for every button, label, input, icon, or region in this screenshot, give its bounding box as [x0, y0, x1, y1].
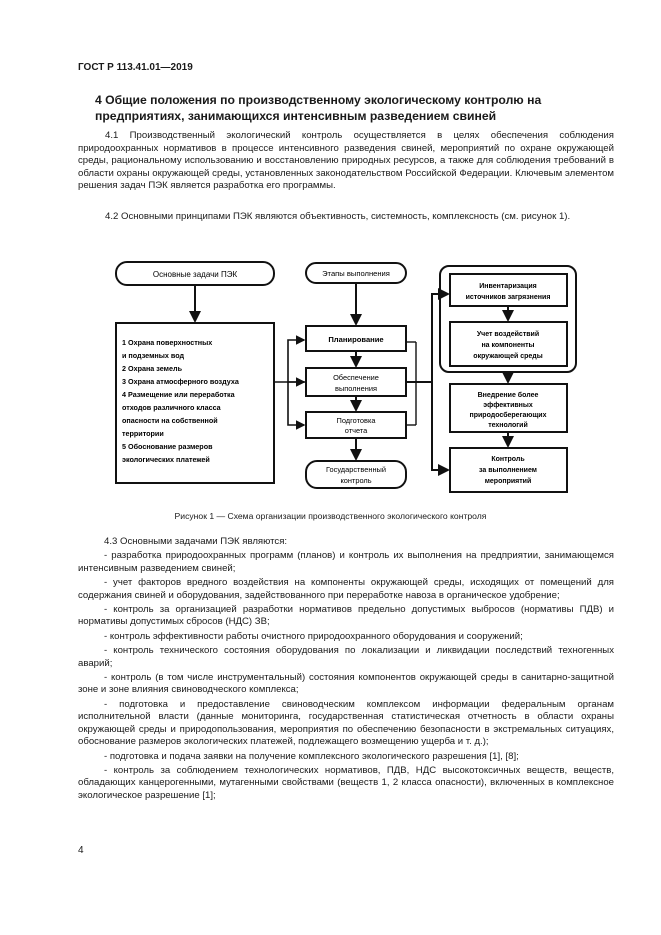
- stage-report-line2: отчета: [344, 426, 368, 435]
- tasks-item: экологических платежей: [122, 455, 210, 464]
- list-item: - контроль за организацией разработки нормативов предельно допустимых выбросов (нормативы ПДВ) и нормативы допустимых сбросов (НДС) ЗВ;: [78, 604, 614, 628]
- list-item: - контроль технического состояния оборудования по локализации и ликвидации последствий техногенных аварий;: [78, 645, 614, 669]
- stages-title-text: Этапы выполнения: [322, 269, 390, 278]
- paragraph-4-1-text: 4.1 Производственный экологический контроль осуществляется в целях обеспечения соблюдения природоохранных нормативов в процессе интенсивного разведения свиней, мероприятий по охране окружающей среды, рациональному использованию и восстановлению природных ресурсов, а также для соблюдения требований в области охраны окружающей среды, установленных законодательством Российской Федерации. Ключевым элементом решения задач ПЭК является разработка его программы.: [78, 130, 614, 191]
- figure-caption: Рисунок 1 — Схема организации производственного экологического контроля: [174, 511, 487, 521]
- list-item: - контроль (в том числе инструментальный) состояния компонентов окружающей среды в санитарно-защитной зоне и зоне влияния свиноводческого комплекса;: [78, 672, 614, 696]
- control-line1: Контроль: [491, 456, 525, 463]
- stage-support-line1: Обеспечение: [333, 373, 379, 382]
- list-item: 4.3 Основными задачами ПЭК являются:: [104, 536, 288, 547]
- impact-line2: на компоненты: [481, 342, 535, 349]
- tasks-item: и подземных вод: [122, 351, 185, 360]
- stage-state-line2: контроль: [340, 476, 372, 485]
- tasks-title-text: Основные задачи ПЭК: [152, 270, 238, 279]
- inventory-line1: Инвентаризация: [479, 283, 537, 290]
- tasks-item: 2 Охрана земель: [122, 364, 182, 373]
- tasks-item: 3 Охрана атмосферного воздуха: [122, 377, 239, 386]
- control-line3: мероприятий: [484, 478, 532, 485]
- page-number: 4: [78, 845, 84, 856]
- paragraph-4-1: [78, 130, 614, 193]
- inventory-box: [450, 274, 567, 306]
- inventory-line2: источников загрязнения: [465, 294, 551, 301]
- impact-line3: окружающей среды: [473, 353, 543, 360]
- stage-state-line1: Государственный: [326, 465, 386, 474]
- tech-line1: Внедрение более: [477, 392, 539, 399]
- control-line2: за выполнением: [479, 467, 537, 474]
- paragraph-4-2: [78, 211, 614, 224]
- list-item: - разработка природоохранных программ (планов) и контроль их выполнения на предприятии, занимающемся интенсивным разведением свиней;: [78, 550, 614, 574]
- stage-planning-text: Планирование: [328, 335, 384, 344]
- list-item: - контроль за соблюдением технологических нормативов, ПДВ, НДС высокотоксичных веществ, веществ, обладающих канцерогенными, мутагенными свойствами (веществ 1, 2 класса опасности), включенных в комплексное экологическое разрешение [1];: [78, 764, 614, 801]
- tasks-item: опасности на собственной: [122, 416, 218, 425]
- tech-line2: эффективных: [483, 402, 533, 409]
- list-item: - учет факторов вредного воздействия на компоненты окружающей среды, исходящих от помещений для содержания свиней и оборудования, задействованного при переработке навоза в органическое удобрение;: [78, 577, 614, 601]
- tasks-item: отходов различного класса: [122, 403, 221, 412]
- tasks-item: 1 Охрана поверхностных: [122, 338, 213, 347]
- paragraph-4-2-text: 4.2 Основными принципами ПЭК являются объективность, системность, комплексность (см. рисунок 1).: [105, 211, 571, 222]
- tasks-list-text: [78, 536, 614, 804]
- list-item: - подготовка и подача заявки на получение комплексного экологического разрешения [1], [8];: [104, 750, 519, 762]
- impact-line1: Учет воздействий: [476, 331, 540, 338]
- document-header: ГОСТ Р 113.41.01—2019: [78, 62, 193, 73]
- tech-line3: природосберегающих: [469, 412, 547, 419]
- list-item: - подготовка и предоставление свиноводческим комплексом информации федеральным органам исполнительной власти (данные мониторинга, государственная статистическая отчетность в области охраны окружающей среды и природопользования, мероприятия по обеспечению безопасности в экстремальных ситуациях, обоснование размеров экологических платежей, подлежащего возмещению ущерба и т. д.);: [78, 698, 614, 748]
- tasks-item: территории: [122, 429, 164, 438]
- list-item: - контроль эффективности работы очистного природоохранного оборудования и сооружений;: [104, 630, 523, 642]
- tasks-item: 5 Обоснование размеров: [122, 442, 213, 451]
- stage-report-line1: Подготовка: [336, 416, 376, 425]
- tasks-item: 4 Размещение или переработка: [122, 390, 235, 399]
- section-title: 4 Общие положения по производственному экологическому контролю на предприятиях, занимающихся интенсивным разведением свиней: [95, 93, 542, 123]
- tech-line4: технологий: [488, 422, 528, 429]
- stage-support-line2: выполнения: [335, 384, 377, 393]
